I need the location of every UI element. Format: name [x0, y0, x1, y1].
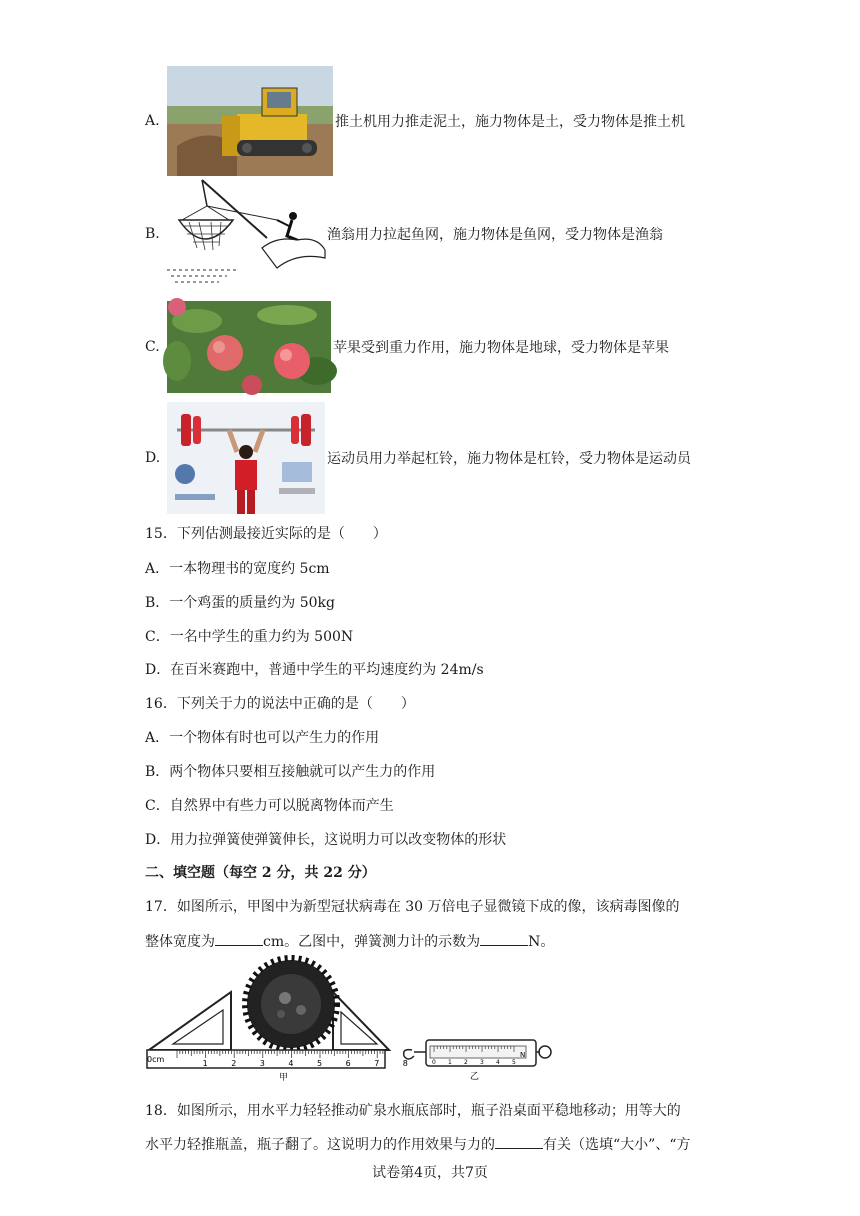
option-letter: B. [145, 226, 160, 242]
figure-jia [143, 952, 408, 1084]
q16-stem: 16．下列关于力的说法中正确的是（ ） [145, 696, 415, 712]
option-letter: A. [145, 113, 160, 129]
q15-option-a[interactable]: A．一本物理书的宽度约 5cm [145, 561, 330, 577]
option-text: 运动员用力举起杠铃，施力物体是杠铃，受力物体是运动员 [327, 451, 691, 467]
section-title: 二、填空题（每空 2 分，共 22 分） [145, 865, 376, 881]
gauge-tick-label: 0 [432, 1059, 436, 1066]
q16-option-b[interactable]: B．两个物体只要相互接触就可以产生力的作用 [145, 764, 436, 780]
ruler-tick-label: 5 [317, 1059, 323, 1068]
q14-option-d[interactable] [145, 402, 691, 514]
answer-blank-factor[interactable] [495, 1136, 543, 1149]
gauge-tick-label: 3 [480, 1059, 484, 1066]
ruler-tick-label: 2 [231, 1059, 237, 1068]
q17-text-b: cm。乙图中，弹簧测力计的示数为 [263, 934, 481, 950]
ruler-tick-label: 7 [374, 1059, 380, 1068]
ruler-tick-label: 3 [259, 1059, 265, 1068]
weightlifter-photo [167, 402, 325, 514]
q14-option-a[interactable] [145, 66, 685, 176]
q15-option-c[interactable]: C．一名中学生的重力约为 500N [145, 629, 354, 645]
q17-text-a: 整体宽度为 [145, 934, 215, 950]
q15-option-b[interactable]: B．一个鸡蛋的质量约为 50kg [145, 595, 335, 611]
q18-line-1: 18．如图所示，用水平力轻轻推动矿泉水瓶底部时，瓶子沿桌面平稳地移动；用等大的 [145, 1103, 681, 1119]
figure-jia-label: 甲 [279, 1073, 289, 1083]
q16-option-c[interactable]: C．自然界中有些力可以脱离物体而产生 [145, 798, 394, 814]
q14-option-b[interactable] [145, 178, 663, 290]
figure-yi [400, 1030, 555, 1082]
ruler-tick-label: 6 [345, 1059, 351, 1068]
gauge-tick-label: 2 [464, 1059, 468, 1066]
q16-option-d[interactable]: D．用力拉弹簧使弹簧伸长，这说明力可以改变物体的形状 [145, 832, 507, 848]
q14-option-c[interactable] [145, 301, 669, 393]
option-letter: D. [145, 450, 161, 466]
answer-blank-width[interactable] [215, 933, 263, 946]
q17-line-2 [145, 931, 554, 951]
option-letter: C. [145, 339, 160, 355]
q15-stem: 15．下列估测最接近实际的是（ ） [145, 526, 387, 542]
gauge-unit-label: N [520, 1051, 526, 1059]
gauge-tick-label: 5 [512, 1059, 516, 1066]
apples-photo [167, 301, 331, 393]
q17-text-c: N。 [528, 934, 555, 950]
virus-image [245, 958, 337, 1050]
q16-option-a[interactable]: A．一个物体有时也可以产生力的作用 [145, 730, 380, 746]
answer-blank-force[interactable] [480, 933, 528, 946]
option-text: 苹果受到重力作用，施力物体是地球，受力物体是苹果 [333, 340, 669, 356]
q15-option-d[interactable]: D．在百米赛跑中，普通中学生的平均速度约为 24m/s [145, 662, 484, 678]
ruler-tick-label: 4 [288, 1059, 294, 1068]
ruler-unit-label: 0cm [147, 1055, 165, 1064]
fisherman-drawing [167, 178, 325, 290]
bulldozer-photo [167, 66, 333, 176]
gauge-tick-label: 1 [448, 1059, 452, 1066]
page-footer: 试卷第4页，共7页 [372, 1165, 488, 1181]
q18-line-2 [145, 1134, 690, 1154]
gauge-tick-label: 4 [496, 1059, 500, 1066]
option-text: 推土机用力推走泥土，施力物体是土，受力物体是推土机 [335, 114, 685, 130]
ruler-tick-label: 1 [202, 1059, 208, 1068]
ruler-tick-label: 8 [402, 1059, 408, 1068]
q18-text-b: 有关（选填“大小”、“方 [543, 1137, 691, 1153]
figure-yi-label: 乙 [470, 1072, 480, 1082]
q18-text-a: 水平力轻推瓶盖，瓶子翻了。这说明力的作用效果与力的 [145, 1137, 495, 1153]
option-text: 渔翁用力拉起鱼网，施力物体是鱼网，受力物体是渔翁 [327, 227, 663, 243]
q17-line-1: 17．如图所示，甲图中为新型冠状病毒在 30 万倍电子显微镜下成的像，该病毒图像的 [145, 899, 680, 915]
